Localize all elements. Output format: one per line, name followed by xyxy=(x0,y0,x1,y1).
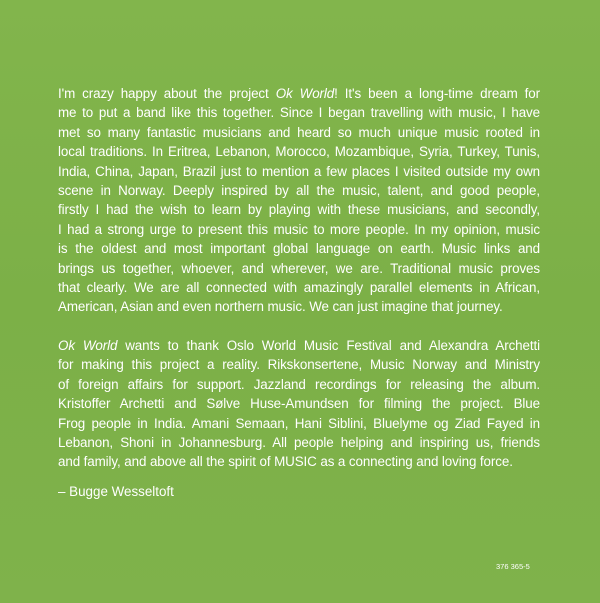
text-line xyxy=(58,336,540,355)
text-line xyxy=(58,220,540,239)
text-line xyxy=(58,297,540,316)
text-segment: that clearly. We are all connected with amazingly parallel elements in African, xyxy=(58,280,540,296)
text-line xyxy=(58,452,540,471)
text-segment: firstly I had the wish to learn by playing with these musicians, and secondly, xyxy=(58,202,540,218)
text-segment: is the oldest and most important global language on earth. Music links and xyxy=(58,241,540,257)
text-line xyxy=(58,103,540,122)
paragraph-2 xyxy=(58,336,540,472)
text-segment: wants to thank Oslo World Music Festival and Alexandra Archetti xyxy=(117,337,540,353)
text-line xyxy=(58,394,540,413)
text-segment: for making this project a reality. Rikskonsertene, Music Norway and Ministry xyxy=(58,357,540,373)
paragraph-1 xyxy=(58,84,540,317)
text-segment: brings us together, whoever, and wherever, we are. Traditional music proves xyxy=(58,260,540,276)
text-line xyxy=(58,259,540,278)
text-segment: Lebanon, Shoni in Johannesburg. All people helping and inspiring us, friends xyxy=(58,434,540,450)
text-line xyxy=(58,355,540,374)
text-segment: and family, and above all the spirit of MUSIC as a connecting and loving force. xyxy=(58,454,513,470)
text-line xyxy=(58,239,540,258)
text-segment: local traditions. In Eritrea, Lebanon, Morocco, Mozambique, Syria, Turkey, Tunis, xyxy=(58,144,540,160)
text-segment: I had a strong urge to present this music to more people. In my opinion, music xyxy=(58,221,540,237)
text-line xyxy=(58,123,540,142)
text-segment: scene in Norway. Deeply inspired by all the music, talent, and good people, xyxy=(58,183,540,199)
liner-notes xyxy=(58,84,540,472)
text-line xyxy=(58,433,540,452)
signature: – Bugge Wesseltoft xyxy=(58,484,174,499)
text-segment: ! It's been a long-time dream for xyxy=(334,86,541,101)
text-segment: met so many fantastic musicians and heard so much unique music rooted in xyxy=(58,124,540,140)
project-name: Ok World xyxy=(58,337,118,353)
project-name: Ok World xyxy=(275,86,335,101)
text-segment: I'm crazy happy about the project xyxy=(58,86,276,101)
text-line xyxy=(58,375,540,394)
text-segment: Kristoffer Archetti and Sølve Huse-Amundsen for filming the project. Blue xyxy=(58,396,540,412)
text-line xyxy=(58,200,540,219)
text-line xyxy=(58,278,540,297)
text-line xyxy=(58,142,540,161)
text-line xyxy=(58,414,540,433)
text-segment: India, China, Japan, Brazil just to mention a few places I visited outside my own xyxy=(58,163,540,179)
text-segment: of foreign affairs for support. Jazzland recordings for releasing the album. xyxy=(58,376,540,392)
text-segment: Frog people in India. Amani Semaan, Hani Siblini, Bluelyme og Ziad Fayed in xyxy=(58,415,540,431)
text-segment: me to put a band like this together. Since I began travelling with music, I have xyxy=(58,105,540,121)
catalog-number: 376 365-5 xyxy=(496,562,530,571)
text-line xyxy=(58,84,540,103)
text-segment: American, Asian and even northern music. We can just imagine that journey. xyxy=(58,299,503,315)
text-line xyxy=(58,162,540,181)
text-line xyxy=(58,181,540,200)
